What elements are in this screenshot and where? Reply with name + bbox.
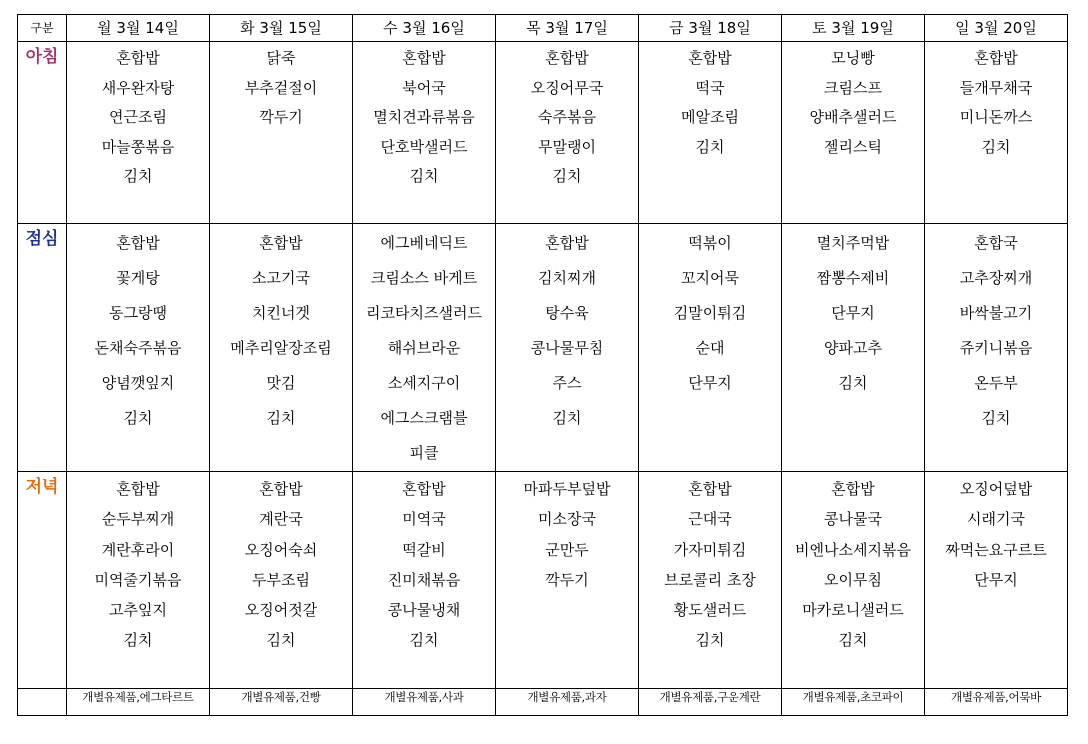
- menu-item: 멸치주먹밥: [816, 234, 890, 252]
- menu-item: 김치: [409, 631, 439, 650]
- menu-item: 들개무채국: [959, 78, 1033, 97]
- menu-item: 김치: [123, 167, 153, 185]
- lunch-menu-cell: [353, 224, 496, 472]
- breakfast-menu-cell: [353, 42, 496, 224]
- menu-item: 깍두기: [545, 570, 589, 589]
- menu-item: 김치: [123, 631, 153, 650]
- menu-item: 무말랭이: [538, 137, 596, 156]
- day-header: 금 3월 18일: [639, 15, 782, 42]
- menu-item: 젤리스틱: [824, 137, 882, 156]
- menu-item: 떡갈비: [402, 540, 446, 559]
- header-row: [18, 15, 1068, 42]
- menu-item: 오징어젓갈: [244, 601, 318, 620]
- menu-item: 김치: [552, 167, 582, 185]
- lunch-row: [18, 224, 1068, 472]
- menu-item: 해쉬브라운: [387, 339, 461, 357]
- menu-item: 혼합밥: [116, 234, 160, 252]
- menu-item: 김치: [981, 409, 1011, 427]
- lunch-menu-cell: [782, 224, 925, 472]
- menu-item: 꼬지어묵: [681, 269, 739, 287]
- lunch-menu-cell: [496, 224, 639, 472]
- menu-item: 혼합밥: [831, 480, 875, 498]
- menu-item: 김치: [695, 631, 725, 650]
- day-header: 화 3월 15일: [210, 15, 353, 42]
- dinner-menu-cell: [210, 472, 353, 689]
- menu-item: 콩나물무침: [530, 339, 604, 357]
- menu-item: 주스: [552, 374, 582, 392]
- menu-item: 혼합밥: [116, 480, 160, 498]
- menu-item: 짜먹는요구르트: [945, 540, 1047, 559]
- lunch-label: 점심: [18, 224, 67, 472]
- breakfast-menu-cell: [67, 42, 210, 224]
- menu-item: 북어국: [402, 78, 446, 97]
- dinner-menu-cell: [496, 472, 639, 689]
- menu-item: 쥬키니볶음: [959, 339, 1033, 357]
- lunch-menu-cell: [67, 224, 210, 472]
- menu-item: 두부조림: [252, 570, 310, 589]
- menu-item: 오징어무국: [530, 78, 604, 97]
- day-header: 토 3월 19일: [782, 15, 925, 42]
- menu-item: 메추리알장조림: [230, 339, 332, 357]
- menu-item: 메알조림: [681, 108, 739, 126]
- menu-item: 단호박샐러드: [380, 137, 468, 156]
- menu-item: 멸치견과류볶음: [373, 108, 475, 126]
- menu-item: 오이무침: [824, 570, 882, 589]
- menu-item: 떡국: [695, 78, 725, 97]
- menu-item: 오징어숙쇠: [244, 540, 318, 559]
- menu-item: 혼합밥: [545, 234, 589, 252]
- snack-cell: 개별유제품,에그타르트: [67, 689, 210, 716]
- menu-item: 크림소스 바게트: [370, 269, 478, 287]
- breakfast-menu-cell: [782, 42, 925, 224]
- menu-item: 김치: [552, 409, 582, 427]
- snack-label: [18, 689, 67, 716]
- dinner-menu-cell: [639, 472, 782, 689]
- menu-item: 온두부: [974, 374, 1018, 392]
- menu-item: 혼합밥: [402, 480, 446, 498]
- menu-item: 미역국: [402, 510, 446, 529]
- day-header: 수 3월 16일: [353, 15, 496, 42]
- menu-item: 가자미튀김: [673, 540, 747, 559]
- snack-cell: 개별유제품,어묵바: [925, 689, 1068, 716]
- menu-item: 혼합밥: [402, 49, 446, 67]
- menu-item: 혼합밥: [116, 49, 160, 67]
- menu-item: 꽃게탕: [116, 269, 160, 287]
- snack-cell: 개별유제품,건빵: [210, 689, 353, 716]
- menu-item: 에그스크램블: [380, 409, 468, 427]
- category-header: 구분: [18, 15, 67, 42]
- menu-item: 황도샐러드: [673, 601, 747, 620]
- dinner-label: 저녁: [18, 472, 67, 689]
- menu-item: 근대국: [688, 510, 732, 529]
- weekly-meal-table: [17, 14, 1068, 716]
- snack-row: [18, 689, 1068, 716]
- lunch-menu-cell: [925, 224, 1068, 472]
- menu-item: 계란국: [259, 510, 303, 529]
- menu-item: 마카로니샐러드: [802, 601, 904, 620]
- menu-item: 모닝빵: [831, 49, 875, 67]
- menu-item: 혼합밥: [688, 49, 732, 67]
- menu-item: 계란후라이: [101, 540, 175, 559]
- menu-item: 김치: [695, 137, 725, 156]
- menu-item: 치킨너겟: [252, 304, 310, 322]
- breakfast-row: [18, 42, 1068, 224]
- menu-item: 혼합밥: [688, 480, 732, 498]
- menu-item: 오징어덮밥: [959, 480, 1033, 498]
- menu-item: 맛김: [266, 374, 296, 392]
- menu-item: 숙주볶음: [538, 108, 596, 126]
- menu-item: 고추잎지: [109, 601, 167, 620]
- menu-item: 피클: [409, 444, 439, 462]
- menu-item: 혼합밥: [259, 234, 303, 252]
- menu-item: 혼합국: [974, 234, 1018, 252]
- menu-item: 진미채볶음: [387, 570, 461, 589]
- menu-item: 콩나물국: [824, 510, 882, 529]
- day-header: 목 3월 17일: [496, 15, 639, 42]
- menu-item: 마늘쫑볶음: [101, 137, 175, 156]
- breakfast-label: 아침: [18, 42, 67, 224]
- menu-item: 김치: [266, 409, 296, 427]
- menu-item: 에그베네딕트: [380, 234, 468, 252]
- menu-item: 김치: [838, 631, 868, 650]
- dinner-row: [18, 472, 1068, 689]
- snack-cell: 개별유제품,구운계란: [639, 689, 782, 716]
- menu-item: 미역줄기볶음: [94, 570, 182, 589]
- menu-item: 김치: [409, 167, 439, 185]
- dinner-menu-cell: [353, 472, 496, 689]
- menu-item: 김치: [123, 409, 153, 427]
- menu-item: 고추장찌개: [959, 269, 1033, 287]
- menu-item: 소세지구이: [387, 374, 461, 392]
- menu-item: 마파두부덮밥: [523, 480, 611, 498]
- menu-item: 김말이튀김: [673, 304, 747, 322]
- menu-item: 탕수육: [545, 304, 589, 322]
- menu-item: 리코타치즈샐러드: [366, 304, 482, 322]
- menu-item: 양념깻잎지: [101, 374, 175, 392]
- menu-item: 새우완자탕: [101, 78, 175, 97]
- menu-item: 군만두: [545, 540, 589, 559]
- menu-item: 혼합밥: [259, 480, 303, 498]
- day-header: 월 3월 14일: [67, 15, 210, 42]
- menu-item: 미니돈까스: [959, 108, 1033, 126]
- menu-item: 소고기국: [252, 269, 310, 287]
- menu-item: 양파고추: [824, 339, 882, 357]
- menu-item: 단무지: [974, 570, 1018, 589]
- breakfast-menu-cell: [210, 42, 353, 224]
- menu-item: 시래기국: [967, 510, 1025, 529]
- menu-item: 콩나물냉채: [387, 601, 461, 620]
- menu-item: 김치: [266, 631, 296, 650]
- menu-item: 브로콜리 초장: [664, 570, 756, 589]
- menu-item: 김치: [981, 137, 1011, 156]
- menu-item: 양배추샐러드: [809, 108, 897, 126]
- menu-item: 비엔나소세지볶음: [795, 540, 911, 559]
- menu-item: 짬뽕수제비: [816, 269, 890, 287]
- snack-cell: 개별유제품,초코파이: [782, 689, 925, 716]
- menu-item: 부추겉절이: [244, 78, 318, 97]
- menu-item: 혼합밥: [545, 49, 589, 67]
- menu-item: 미소장국: [538, 510, 596, 529]
- menu-item: 단무지: [688, 374, 732, 392]
- lunch-menu-cell: [210, 224, 353, 472]
- menu-item: 닭죽: [266, 49, 296, 67]
- menu-item: 깍두기: [259, 108, 303, 126]
- menu-item: 바싹불고기: [959, 304, 1033, 322]
- dinner-menu-cell: [67, 472, 210, 689]
- breakfast-menu-cell: [639, 42, 782, 224]
- menu-item: 순대: [695, 339, 725, 357]
- lunch-menu-cell: [639, 224, 782, 472]
- menu-item: 크림스프: [824, 78, 882, 97]
- day-header: 일 3월 20일: [925, 15, 1068, 42]
- snack-cell: 개별유제품,과자: [496, 689, 639, 716]
- menu-item: 김치: [838, 374, 868, 392]
- menu-item: 순두부찌개: [101, 510, 175, 529]
- breakfast-menu-cell: [925, 42, 1068, 224]
- menu-item: 떡볶이: [688, 234, 732, 252]
- menu-item: 김치찌개: [538, 269, 596, 287]
- breakfast-menu-cell: [496, 42, 639, 224]
- snack-cell: 개별유제품,사과: [353, 689, 496, 716]
- menu-item: 동그랑땡: [109, 304, 167, 322]
- menu-item: 돈채숙주볶음: [94, 339, 182, 357]
- menu-item: 혼합밥: [974, 49, 1018, 67]
- menu-item: 단무지: [831, 304, 875, 322]
- menu-item: 연근조림: [109, 108, 167, 126]
- dinner-menu-cell: [925, 472, 1068, 689]
- dinner-menu-cell: [782, 472, 925, 689]
